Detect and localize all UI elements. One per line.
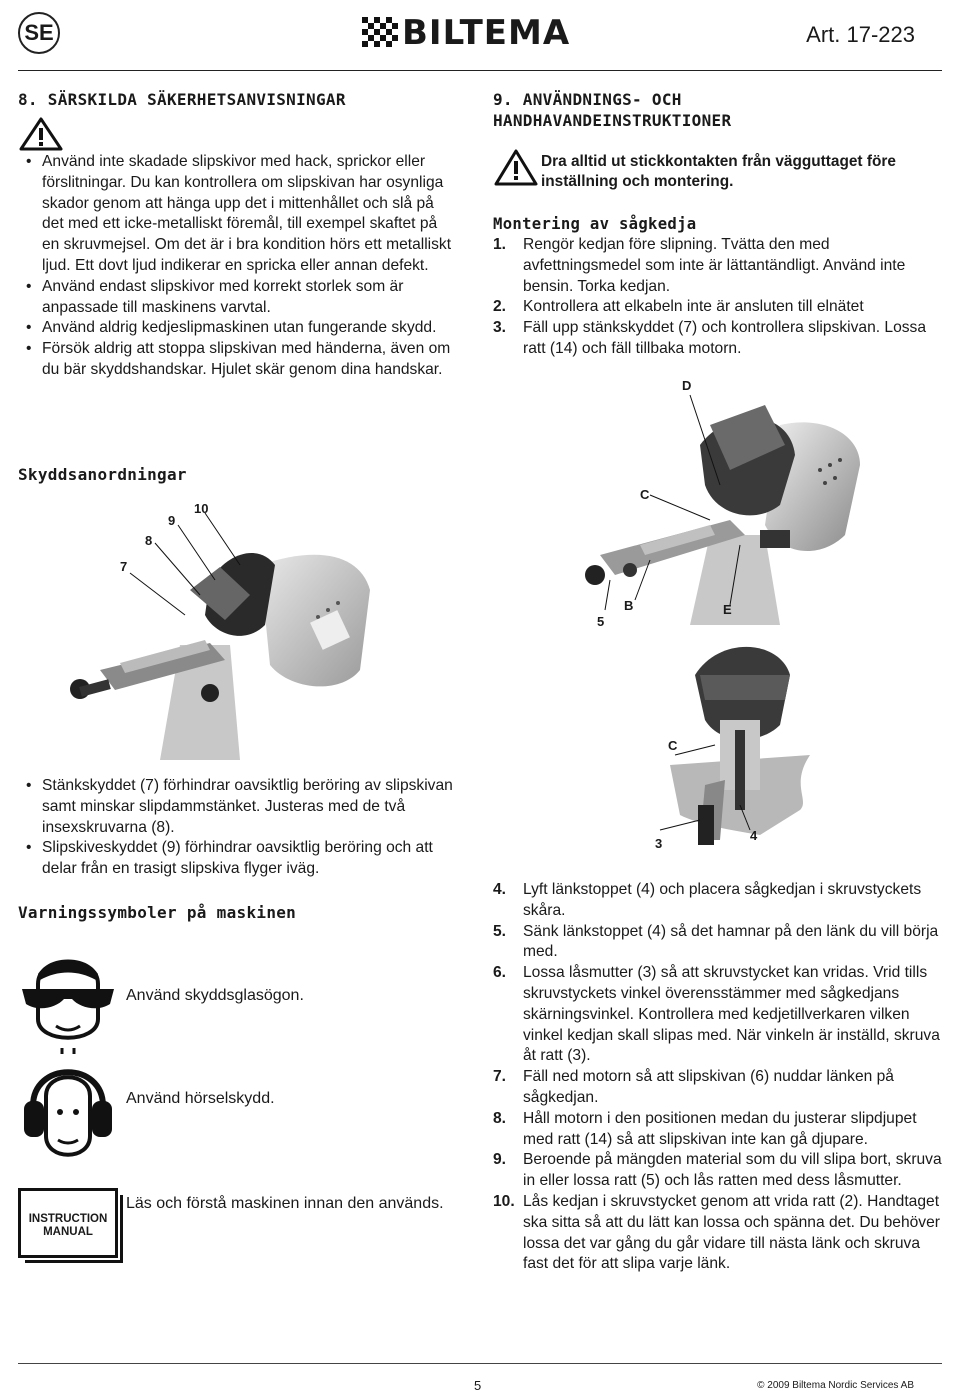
guards-figure [60, 495, 460, 765]
list-item: • Stänkskyddet (7) förhindrar oavsiktlig beröring av slipskivan samt minskar slipdammstänket. Justeras med de två insexskruvarna (8). [18, 776, 463, 838]
symbol-label: Läs och förstå maskinen innan den används. [126, 1195, 444, 1212]
figure-label: 9 [168, 513, 176, 528]
list-item: 9. Beroende på mängden material som du vill slipa bort, skruva in eller lossa ratt (5) och lås ratten med dess låsmutter. [493, 1151, 942, 1190]
figure-label: 4 [750, 828, 758, 843]
list-item: • Använd endast slipskivor med korrekt storlek som är anpassade till maskinens varvtal. [18, 277, 458, 319]
section-8-title: 8. SÄRSKILDA SÄKERHETSANVISNINGAR [18, 90, 346, 109]
footer-divider [18, 1363, 942, 1364]
instruction-manual-icon [18, 1188, 118, 1258]
figure-label: 8 [145, 533, 153, 548]
figure-label: D [682, 378, 692, 393]
list-item: 1. Rengör kedjan före slipning. Tvätta den med avfettningsmedel som inte är lättantändligt. Använd inte bensin. Torka kedjan. [493, 236, 906, 295]
list-item: 7. Fäll ned motorn så att slipskivan (6) nuddar länken på sågkedjan. [493, 1068, 894, 1106]
biltema-logo [362, 15, 602, 51]
article-number: Art. 17-223 [806, 22, 915, 47]
figure-label: C [668, 738, 678, 753]
figure-label: 10 [194, 501, 209, 516]
symbol-label: Använd skyddsglasögon. [126, 987, 304, 1004]
steps-list-b [493, 880, 943, 1275]
section-9-title-line-1: 9. ANVÄNDNINGS- OCH [493, 90, 682, 109]
brand-name: BILTEMA [402, 13, 571, 53]
figure-label: B [624, 598, 634, 613]
guards-bullet-list [18, 776, 463, 880]
list-item: 6. Lossa låsmutter (3) så att skruvstycket kan vridas. Vrid tills skruvstyckets vinkel överensstämmer med sågkedjans skärningsvinkel. Kontrollera med kedjetillverkaren vilken vinkel kedjan skall slipas med. När vinkeln är inställd, skruva åt ratt (3). [493, 964, 940, 1065]
figure-label: 5 [597, 614, 605, 629]
figure-label: E [723, 602, 732, 617]
guards-title: Skyddsanordningar [18, 465, 187, 484]
list-item: 2. Kontrollera att elkabeln inte är ansluten till elnätet [493, 298, 864, 316]
figure-label: 7 [120, 559, 128, 574]
header-divider [18, 70, 942, 71]
unplug-warning: Dra alltid ut stickkontakten från vägguttaget före inställning och montering. [541, 153, 896, 190]
manual-label-line: MANUAL [43, 1226, 93, 1238]
list-item: 10. Lås kedjan i skruvstycket genom att vrida ratt (2). Handtaget ska sitta så att du lätt kan lossa och spänna det. Du behöver lossa det var gång du går vidare till nästa länk och skruva fast det för att slipa varje länk. [493, 1192, 940, 1273]
chain-mount-figure [580, 385, 880, 630]
checkered-flag-icon [362, 17, 398, 49]
list-item: • Använd aldrig kedjeslipmaskinen utan fungerande skydd. [18, 318, 458, 339]
list-item: • Slipskiveskyddet (9) förhindrar oavsiktlig beröring och att delar från en trasigt slipskiva flyger iväg. [18, 838, 463, 880]
list-item: • Använd inte skadade slipskivor med hack, sprickor eller förslitningar. Du kan kontrollera om slipskivan har osynliga skador genom att hänga upp det i mittenhållet och slå på det med ett icke-metalliskt föremål, till exempel skaftet på en skruvmejsel. Om det är i bra kondition hörs ett metalliskt ljud. Ett dovt ljud indikerar en spricka eller annan defekt. [18, 152, 458, 277]
hearing-protection-icon [18, 1056, 118, 1171]
warning-triangle-icon [18, 116, 64, 152]
safety-bullet-list [18, 152, 458, 381]
section-9-title-line-2: HANDHAVANDEINSTRUKTIONER [493, 111, 732, 130]
list-item: • Försök aldrig att stoppa slipskivan med händerna, även om du bär skyddshandskar. Hjulet skär genom dina handskar. [18, 339, 458, 381]
page-number: 5 [474, 1378, 482, 1393]
warning-triangle-icon [493, 148, 539, 188]
list-item: 8. Håll motorn i den positionen medan du justerar slipdjupet med ratt (14) så att slipskivan inte kan gå djupare. [493, 1109, 917, 1148]
list-item: 3. Fäll upp stänkskyddet (7) och kontrollera slipskivan. Lossa ratt (14) och fäll tillbaka motorn. [493, 319, 927, 357]
safety-goggles-icon [18, 944, 118, 1054]
steps-list-a [493, 235, 933, 360]
symbols-title: Varningssymboler på maskinen [18, 903, 297, 922]
list-item: 5. Sänk länkstoppet (4) så det hamnar på den länk du vill börja med. [493, 922, 939, 961]
symbol-label: Använd hörselskydd. [126, 1090, 275, 1107]
figure-label: 3 [655, 836, 663, 851]
manual-label-line: INSTRUCTION [28, 1213, 108, 1225]
mount-chain-title: Montering av sågkedja [493, 215, 697, 233]
copyright: © 2009 Biltema Nordic Services AB [757, 1380, 914, 1391]
list-item: 4. Lyft länkstoppet (4) och placera sågkedjan i skruvstyckets skåra. [493, 881, 922, 919]
figure-label: C [640, 487, 650, 502]
language-badge: SE [18, 12, 60, 54]
